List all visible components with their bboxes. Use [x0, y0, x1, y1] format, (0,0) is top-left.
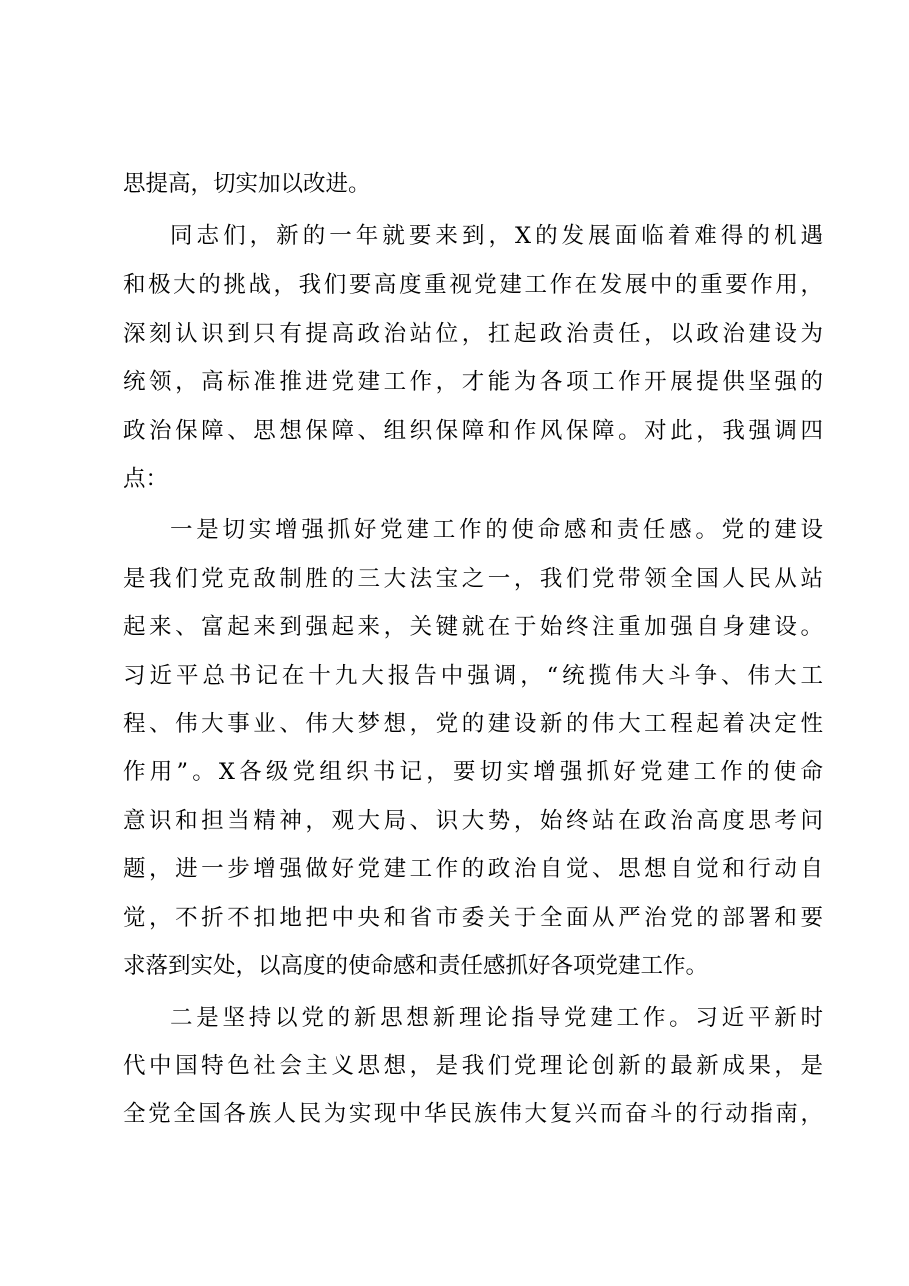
paragraph-line: 题，进一步增强做好党建工作的政治自觉、思想自觉和行动自 [123, 856, 823, 882]
paragraph-line: 代中国特色社会主义思想，是我们党理论创新的最新成果，是 [123, 1053, 823, 1079]
paragraph-line: 思提高，切实加以改进。 [123, 171, 371, 197]
paragraph-line: 习近平总书记在十九大报告中强调，“统揽伟大斗争、伟大工 [123, 663, 823, 689]
paragraph-line: 同志们，新的一年就要来到，X的发展面临着难得的机遇 [170, 223, 823, 249]
paragraph-line: 和极大的挑战，我们要高度重视党建工作在发展中的重要作用， [123, 272, 823, 298]
paragraph-line: 程、伟大事业、伟大梦想，党的建设新的伟大工程起着决定性 [123, 711, 823, 737]
paragraph-line: 二是坚持以党的新思想新理论指导党建工作。习近平新时 [170, 1005, 823, 1031]
paragraph-line: 政治保障、思想保障、组织保障和作风保障。对此，我强调四 [123, 418, 823, 444]
paragraph-line: 全党全国各族人民为实现中华民族伟大复兴而奋斗的行动指南， [123, 1101, 823, 1127]
paragraph-line: 意识和担当精神，观大局、识大势，始终站在政治高度思考问 [123, 808, 823, 834]
paragraph-line: 作用”。X各级党组织书记，要切实增强抓好党建工作的使命 [123, 759, 823, 785]
paragraph-line: 深刻认识到只有提高政治站位，扛起政治责任，以政治建设为 [123, 321, 823, 347]
paragraph-line: 求落到实处，以高度的使命感和责任感抓好各项党建工作。 [123, 953, 709, 979]
paragraph-line: 统领，高标准推进党建工作，才能为各项工作开展提供坚强的 [123, 369, 823, 395]
paragraph-line: 一是切实增强抓好党建工作的使命感和责任感。党的建设 [170, 517, 823, 543]
paragraph-line: 点： [123, 466, 169, 492]
paragraph-line: 是我们党克敌制胜的三大法宝之一，我们党带领全国人民从站 [123, 566, 823, 592]
paragraph-line: 起来、富起来到强起来，关键就在于始终注重加强自身建设。 [123, 614, 823, 640]
paragraph-line: 觉，不折不扣地把中央和省市委关于全面从严治党的部署和要 [123, 905, 823, 931]
